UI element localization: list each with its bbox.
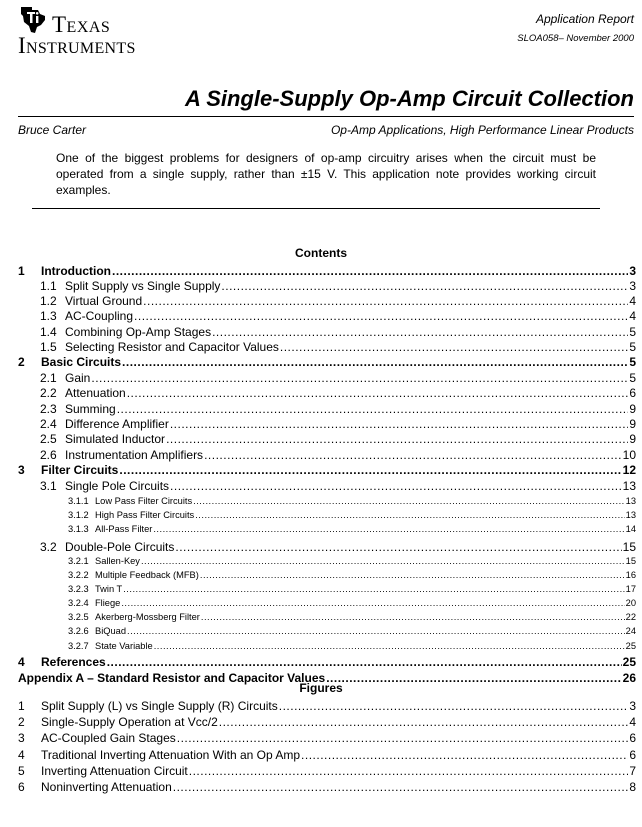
- entry-page: 12: [622, 463, 636, 477]
- author: Bruce Carter: [18, 123, 87, 137]
- entry-page: 15: [622, 540, 636, 554]
- entry-label: High Pass Filter Circuits: [95, 510, 195, 520]
- leader-dots: [127, 386, 629, 400]
- toc-entry[interactable]: [18, 641, 636, 653]
- toc-entry[interactable]: [18, 463, 636, 478]
- leader-dots: [112, 264, 628, 278]
- entry-label: Selecting Resistor and Capacitor Values: [65, 340, 279, 354]
- entry-number: 1.5: [40, 340, 57, 354]
- entry-label: Split Supply vs Single Supply: [65, 279, 221, 293]
- entry-label: Combining Op-Amp Stages: [65, 325, 212, 339]
- entry-number: 3.1.3: [68, 524, 89, 534]
- leader-dots: [177, 731, 629, 745]
- entry-number: 2: [18, 715, 25, 730]
- entry-page: 4: [629, 294, 636, 308]
- leader-dots: [170, 417, 628, 431]
- entry-label: All-Pass Filter: [95, 524, 153, 534]
- entry-page: 5: [629, 355, 636, 369]
- toc-entry[interactable]: [18, 402, 636, 417]
- entry-page: 22: [625, 612, 636, 622]
- entry-page: 25: [625, 641, 636, 651]
- entry-page: 20: [625, 598, 636, 608]
- leader-dots: [127, 626, 625, 636]
- entry-page: 6: [629, 386, 636, 400]
- leader-dots: [175, 540, 621, 554]
- toc-entry[interactable]: [18, 264, 636, 279]
- entry-number: 4: [18, 655, 25, 669]
- toc-entry[interactable]: [18, 279, 636, 294]
- toc-entry[interactable]: [18, 496, 636, 508]
- entry-number: 2.6: [40, 448, 57, 462]
- department: Op-Amp Applications, High Performance Linear Products: [330, 123, 634, 137]
- entry-label: Difference Amplifier: [65, 417, 169, 431]
- leader-dots: [201, 612, 625, 622]
- toc-entry[interactable]: [18, 612, 636, 624]
- leader-dots: [279, 699, 629, 713]
- leader-dots: [153, 524, 624, 534]
- entry-number: 5: [18, 763, 25, 778]
- entry-label: Sallen-Key: [95, 556, 140, 566]
- toc-entry[interactable]: [18, 524, 636, 536]
- leader-dots: [200, 570, 625, 580]
- leader-dots: [119, 463, 621, 477]
- toc-entry[interactable]: [18, 294, 636, 309]
- entry-number: 3.1.1: [68, 496, 89, 506]
- abstract-divider: [32, 208, 600, 209]
- leader-dots: [219, 715, 629, 729]
- document-title: A Single-Supply Op-Amp Circuit Collection: [185, 86, 634, 111]
- leader-dots: [221, 279, 628, 293]
- entry-number: 1.3: [40, 309, 57, 323]
- report-type: Application Report: [535, 12, 634, 26]
- ti-logo: [18, 5, 178, 58]
- entry-label: Attenuation: [65, 386, 126, 400]
- entry-page: 13: [625, 496, 636, 506]
- entry-number: 3.2.3: [68, 584, 89, 594]
- entry-number: 2.3: [40, 402, 57, 416]
- toc-entry[interactable]: [18, 655, 636, 670]
- entry-number: 3: [18, 731, 25, 746]
- entry-page: 4: [629, 715, 636, 730]
- entry-number: 3.2.4: [68, 598, 89, 608]
- toc-entry[interactable]: [18, 340, 636, 355]
- entry-label: Multiple Feedback (MFB): [95, 570, 199, 580]
- leader-dots: [123, 584, 624, 594]
- entry-label: Summing: [65, 402, 116, 416]
- abstract: One of the biggest problems for designers of op-amp circuitry arises when the circuit must be operated from a single supply, rather than ±15 V. This application note provides working circuit examples.: [56, 151, 596, 197]
- entry-page: 5: [629, 325, 636, 339]
- entry-label: AC-Coupled Gain Stages: [41, 731, 176, 746]
- entry-number: 1.1: [40, 279, 57, 293]
- entry-number: 3: [18, 463, 25, 477]
- toc-entry[interactable]: [18, 325, 636, 340]
- entry-label: Gain: [65, 371, 91, 385]
- toc-entry[interactable]: [18, 556, 636, 568]
- entry-page: 8: [629, 780, 636, 794]
- leader-dots: [91, 371, 628, 385]
- entry-page: 16: [625, 570, 636, 580]
- toc-entry[interactable]: [18, 540, 636, 555]
- entry-number: 3.2.1: [68, 556, 89, 566]
- leader-dots: [301, 748, 628, 762]
- figure-entry[interactable]: [18, 699, 636, 714]
- entry-page: 5: [629, 371, 636, 385]
- entry-number: 3.2.7: [68, 641, 89, 651]
- entry-label: Traditional Inverting Attenuation With an Op Amp: [41, 747, 301, 762]
- entry-page: 7: [629, 763, 636, 778]
- entry-label: Filter Circuits: [41, 463, 119, 477]
- toc-entry[interactable]: [18, 448, 636, 463]
- leader-dots: [134, 309, 628, 323]
- entry-label: Instrumentation Amplifiers: [65, 448, 204, 462]
- report-id: SLOA058– November 2000: [517, 33, 634, 44]
- leader-dots: [280, 340, 628, 354]
- entry-number: 3.2.5: [68, 612, 89, 622]
- entry-page: 13: [625, 510, 636, 520]
- figure-entry[interactable]: [18, 731, 636, 746]
- leader-dots: [141, 556, 625, 566]
- entry-number: 6: [18, 780, 25, 794]
- toc-entry[interactable]: [18, 371, 636, 386]
- entry-page: 3: [629, 279, 636, 293]
- entry-number: 1: [18, 699, 25, 713]
- entry-label: Fliege: [95, 598, 121, 608]
- entry-label: BiQuad: [95, 626, 127, 636]
- entry-number: 4: [18, 747, 25, 762]
- leader-dots: [117, 402, 629, 416]
- entry-number: 3.1: [40, 479, 57, 493]
- entry-page: 6: [629, 731, 636, 746]
- leader-dots: [170, 479, 622, 493]
- toc-entry[interactable]: [18, 309, 636, 324]
- entry-page: 3: [629, 264, 636, 278]
- entry-number: 2.4: [40, 417, 57, 431]
- entry-page: 13: [622, 479, 636, 493]
- entry-label: Noninverting Attenuation: [41, 780, 172, 794]
- figure-entry[interactable]: [18, 764, 636, 779]
- figures-heading: Figures: [299, 681, 343, 695]
- leader-dots: [121, 598, 624, 608]
- entry-number: 2.2: [40, 386, 57, 400]
- entry-label: Akerberg-Mossberg Filter: [95, 612, 200, 622]
- entry-number: 1: [18, 264, 25, 278]
- entry-label: Double-Pole Circuits: [65, 540, 175, 554]
- entry-label: Virtual Ground: [65, 294, 143, 308]
- entry-label: AC-Coupling: [65, 309, 134, 323]
- figure-entry[interactable]: [18, 715, 636, 730]
- entry-page: 3: [629, 699, 636, 713]
- entry-label: Basic Circuits: [41, 355, 122, 369]
- entry-page: 9: [629, 402, 636, 416]
- entry-page: 9: [629, 417, 636, 431]
- leader-dots: [143, 294, 628, 308]
- toc-entry[interactable]: [18, 584, 636, 596]
- entry-label: Single Pole Circuits: [65, 479, 170, 493]
- entry-label: Low Pass Filter Circuits: [95, 496, 193, 506]
- toc-entry[interactable]: [18, 355, 636, 370]
- entry-page: 17: [625, 584, 636, 594]
- toc-entry[interactable]: [18, 432, 636, 447]
- leader-dots: [193, 496, 625, 506]
- entry-label: Single-Supply Operation at Vcc/2: [41, 715, 218, 730]
- entry-number: 3.2.6: [68, 626, 89, 636]
- entry-page: 5: [629, 340, 636, 354]
- title-divider: [18, 116, 634, 117]
- figure-entry[interactable]: [18, 780, 636, 795]
- entry-label: References: [41, 655, 106, 669]
- ti-map-logo-icon: [18, 5, 48, 35]
- entry-label: State Variable: [95, 641, 153, 651]
- entry-label: Inverting Attenuation Circuit: [41, 763, 188, 778]
- entry-label: Simulated Inductor: [65, 432, 166, 446]
- logo-text-texas: Texas: [52, 12, 111, 37]
- leader-dots: [122, 355, 628, 369]
- leader-dots: [212, 325, 628, 339]
- entry-label: Split Supply (L) vs Single Supply (R) Circuits: [41, 699, 278, 713]
- entry-page: 10: [622, 448, 636, 462]
- entry-number: 2.5: [40, 432, 57, 446]
- entry-number: 3.1.2: [68, 510, 89, 520]
- entry-number: 1.4: [40, 325, 57, 339]
- toc-entry[interactable]: [18, 598, 636, 610]
- logo-text-instruments: Instruments: [18, 33, 136, 58]
- leader-dots: [204, 448, 622, 462]
- leader-dots: [189, 764, 629, 778]
- entry-label: Appendix A – Standard Resistor and Capacitor Values: [18, 671, 326, 685]
- toc-entry[interactable]: [18, 479, 636, 494]
- entry-page: 4: [629, 309, 636, 323]
- entry-page: 25: [622, 655, 636, 669]
- toc-entry[interactable]: [18, 510, 636, 522]
- toc-entry[interactable]: [18, 417, 636, 432]
- entry-number: 3.2.2: [68, 570, 89, 580]
- toc-entry[interactable]: [18, 570, 636, 582]
- leader-dots: [107, 655, 622, 669]
- entry-page: 14: [625, 524, 636, 534]
- entry-page: 26: [622, 671, 636, 685]
- entry-number: 3.2: [40, 540, 57, 554]
- entry-label: Introduction: [41, 264, 111, 278]
- entry-page: 24: [625, 626, 636, 636]
- entry-page: 15: [625, 556, 636, 566]
- toc-entry[interactable]: [18, 386, 636, 401]
- leader-dots: [195, 510, 624, 520]
- leader-dots: [173, 780, 629, 794]
- figure-entry[interactable]: [18, 748, 636, 763]
- entry-label: Twin T: [95, 584, 123, 594]
- leader-dots: [166, 432, 628, 446]
- toc-entry[interactable]: [18, 626, 636, 638]
- entry-number: 2.1: [40, 371, 57, 385]
- entry-number: 1.2: [40, 294, 57, 308]
- entry-page: 9: [629, 432, 636, 446]
- contents-heading: Contents: [295, 246, 347, 260]
- entry-number: 2: [18, 355, 25, 369]
- leader-dots: [154, 641, 625, 651]
- entry-page: 6: [629, 747, 636, 762]
